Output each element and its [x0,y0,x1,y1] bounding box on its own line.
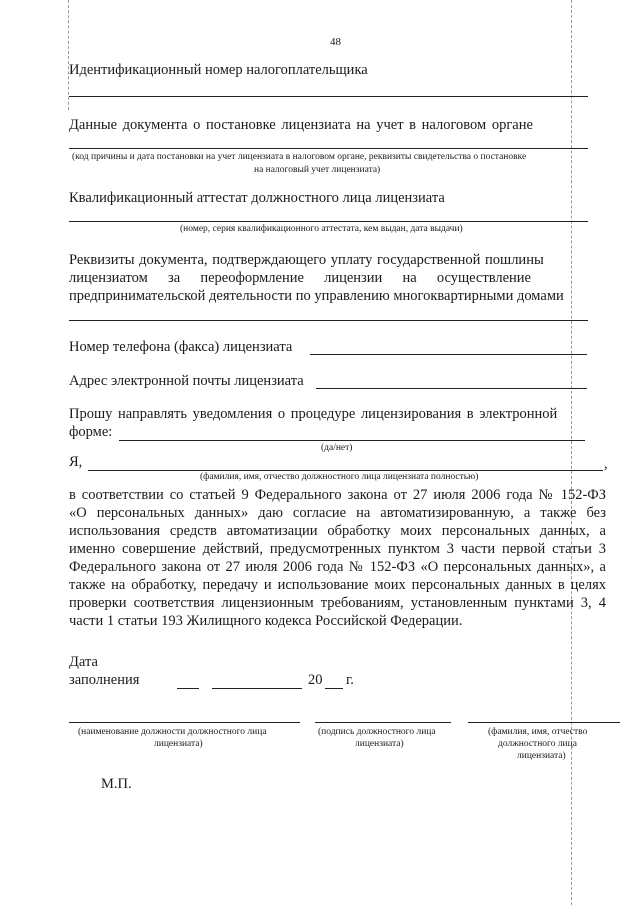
inn-field-line[interactable] [69,96,588,97]
notify-field-line[interactable] [119,440,585,441]
stamp-label: М.П. [101,776,132,792]
signature-line[interactable] [315,722,451,723]
inn-label: Идентификационный номер налогоплательщика [69,62,368,78]
name-hint-cont: должностного лица [498,739,577,749]
consent-line: проверки соответствия лицензионным требованиям, установленным пунктами 3, 4 [69,595,606,611]
cert-hint: (номер, серия квалификационного аттестата, кем выдан, дата выдачи) [180,224,463,234]
phone-field-line[interactable] [310,354,587,355]
date-year-line[interactable] [325,688,343,689]
consent-line: именно совершение действий, предусмотренных пунктом 3 части первой статьи 3 [69,541,606,557]
right-margin-guide [571,0,572,905]
notify-label-line-1: Прошу направлять уведомления о процедуре лицензирования в электронной [69,406,558,422]
date-year-prefix: 20 [308,672,323,688]
tax-doc-hint-cont: на налоговый учет лицензиата) [254,165,381,175]
date-month-line[interactable] [212,688,302,689]
fee-field-line[interactable] [69,320,588,321]
date-label: Дата [69,654,98,670]
fee-label-line-3: предпринимательской деятельности по управлению многоквартирными домами [69,288,564,304]
position-sign-line[interactable] [69,722,300,723]
position-hint: (наименование должности должностного лица [78,727,267,737]
phone-label: Номер телефона (факса) лицензиата [69,339,293,355]
consent-line: Федерального закона от 27 июля 2006 года № 152-ФЗ «О персональных данных», а [69,559,606,575]
signature-hint-cont: лицензиата) [355,739,404,749]
date-label-cont: заполнения [69,672,140,688]
date-day-line[interactable] [177,688,199,689]
fee-label-line-1: Реквизиты документа, подтверждающего уплату государственной пошлины [69,252,544,268]
i-label: Я, [69,454,83,470]
signature-hint: (подпись должностного лица [318,727,436,737]
tax-doc-label: Данные документа о постановке лицензиата на учет в налоговом органе [69,117,533,133]
fee-label-line-2: лицензиатом за переоформление лицензии на осуществление [69,270,531,286]
consent-line: использования средств автоматизации обработку моих персональных данных, а [69,523,606,539]
cert-field-line[interactable] [69,221,588,222]
consent-line: «О персональных данных» даю согласие на автоматизированную, а также без [69,505,606,521]
email-label: Адрес электронной почты лицензиата [69,373,304,389]
name-sign-line[interactable] [468,722,620,723]
name-hint: (фамилия, имя, отчество [488,727,588,737]
cert-label: Квалификационный аттестат должностного лица лицензиата [69,190,445,206]
position-hint-cont: лицензиата) [154,739,203,749]
full-name-field-line[interactable] [88,470,603,471]
email-field-line[interactable] [316,388,587,389]
date-year-suffix: г. [346,672,354,688]
notify-label-line-2: форме: [69,424,113,440]
i-comma: , [604,456,608,472]
tax-doc-hint: (код причины и дата постановки на учет лицензиата в налоговом органе, реквизиты свидетельства о постановке [72,152,527,162]
left-margin-guide [68,0,69,110]
page-number: 48 [330,36,341,48]
consent-line: в соответствии со статьей 9 Федерального закона от 27 июля 2006 года № 152-ФЗ [69,487,606,503]
full-name-hint: (фамилия, имя, отчество должностного лица лицензиата полностью) [200,472,479,482]
name-hint-cont-2: лицензиата) [517,751,566,761]
tax-doc-field-line[interactable] [69,148,588,149]
consent-line: части 1 статьи 193 Жилищного кодекса Российской Федерации. [69,613,463,629]
consent-line: также на обработку, передачу и использование моих персональных данных в целях [69,577,606,593]
notify-hint: (да/нет) [321,443,353,453]
